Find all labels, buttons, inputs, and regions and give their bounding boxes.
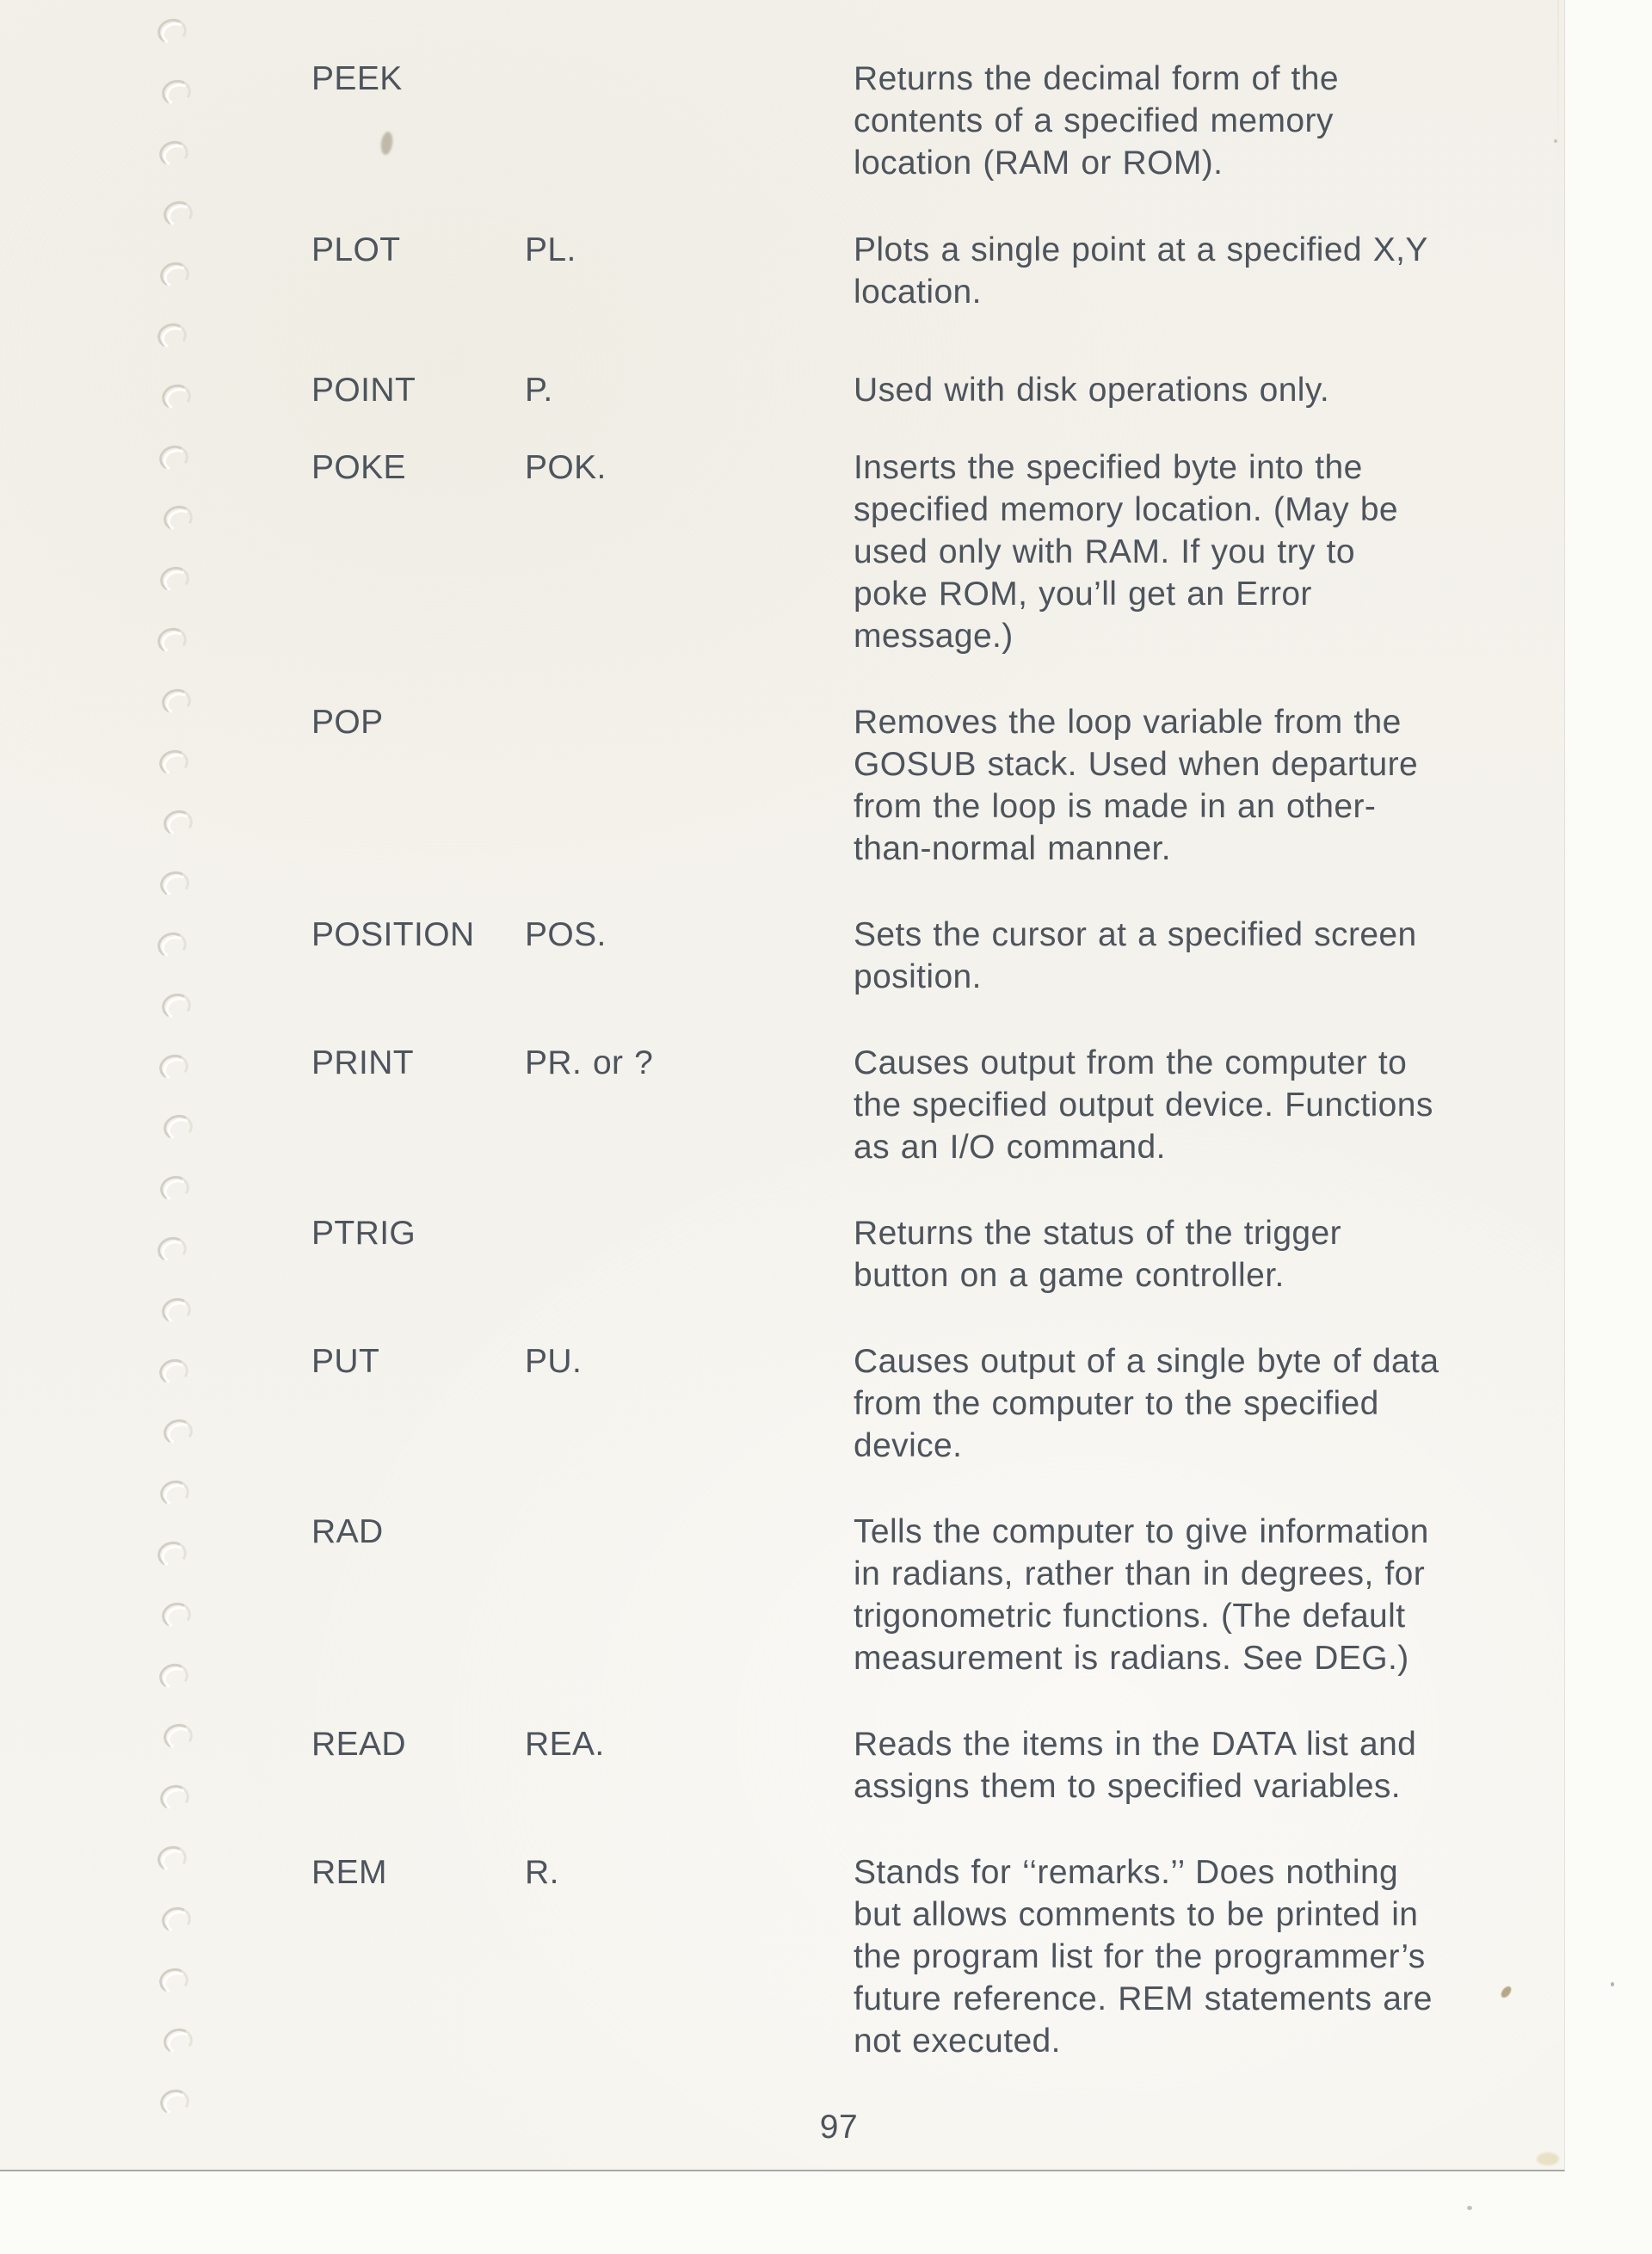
description-line: Returns the decimal form of the [854,60,1339,97]
description-line: Tells the computer to give information [854,1513,1429,1550]
description-line: location (RAM or ROM). [854,145,1224,182]
description-line: Returns the status of the trigger [854,1215,1341,1252]
description-line: assigns them to specified variables. [854,1768,1402,1805]
description-line: Causes output from the computer to [854,1044,1408,1081]
binding-hole-arc [161,2025,195,2056]
command-name: PTRIG [311,1215,416,1252]
description-line: the specified output device. Functions [854,1087,1433,1124]
command-name: REM [311,1854,387,1891]
binding-hole-arc [155,320,189,351]
description-line: not executed. [854,2023,1061,2060]
description-line: Causes output of a single byte of data [854,1343,1439,1380]
command-abbreviation: POS. [525,916,607,953]
binding-hole-arc [157,868,192,899]
description-line: location. [854,274,982,311]
binding-hole-arc [155,15,189,46]
binding-hole-arc [159,1599,194,1630]
binding-hole-arc [157,442,191,473]
command-description [854,1723,1416,1808]
page-corner-highlight [1537,2152,1559,2165]
binding-hole-arc [159,77,194,108]
description-line: Inserts the specified byte into the [854,449,1363,486]
description-line: GOSUB stack. Used when departure [854,746,1419,783]
command-description [854,1042,1433,1168]
binding-hole-arc [159,990,194,1021]
command-description [854,701,1418,870]
description-line: Plots a single point at a specified X,Y [854,231,1428,268]
command-description [854,1511,1429,1679]
binding-hole-arc [157,1660,191,1691]
binding-hole-arc [159,1295,194,1326]
binding-hole-arc [161,1112,195,1142]
command-abbreviation: R. [525,1854,559,1891]
paper-speck [1554,139,1557,143]
paper-speck [1499,1985,1513,1999]
binding-hole-arc [155,625,189,656]
description-line: poke ROM, you’ll get an Error [854,576,1312,613]
binding-hole-arc [157,1477,192,1508]
command-name: POP [311,704,384,741]
binding-hole-arc [161,502,195,533]
binding-hole-arc [155,1538,189,1569]
command-abbreviation: PU. [525,1343,583,1380]
description-line: contents of a specified memory [854,102,1334,139]
binding-hole-arc [157,1356,191,1387]
description-line: Sets the cursor at a specified screen [854,916,1417,953]
command-name: RAD [311,1513,384,1550]
description-line: used only with RAM. If you try to [854,533,1355,570]
command-name: PRINT [311,1044,414,1081]
binding-hole-arc [159,1904,194,1935]
command-abbreviation: PL. [525,231,576,268]
paper-speck [1611,1982,1614,1986]
command-description [854,914,1417,998]
binding-hole-arc [157,2086,192,2117]
command-description [854,229,1428,313]
command-name: POSITION [311,916,475,953]
command-description [854,58,1339,184]
command-abbreviation: PR. or ? [525,1044,654,1081]
binding-hole-arc [155,1843,189,1874]
binding-hole-arc [157,564,192,594]
binding-hole-arc [155,929,189,960]
binding-hole-arc [161,807,195,838]
description-line: message.) [854,618,1014,655]
binding-hole-arc [159,686,194,717]
description-line: device. [854,1427,963,1464]
command-name: PUT [311,1343,380,1380]
description-line: trigonometric functions. (The default [854,1598,1406,1635]
binding-hole-arc [161,1721,195,1752]
command-name: READ [311,1726,406,1763]
command-name: POINT [311,372,416,409]
command-name: POKE [311,449,406,486]
description-line: Removes the loop variable from the [854,704,1402,741]
description-line: in radians, rather than in degrees, for [854,1555,1426,1592]
command-abbreviation: REA. [525,1726,605,1763]
description-line: as an I/O command. [854,1129,1166,1166]
binding-hole-arc [157,747,191,778]
paper-smudge [379,131,394,156]
description-line: Stands for ‘‘remarks.’’ Does nothing [854,1854,1399,1891]
binding-hole-arc [159,381,194,412]
command-abbreviation: P. [525,372,553,409]
command-description [854,1851,1433,2062]
binding-hole-arc [157,1051,191,1082]
command-description [854,446,1398,657]
description-line: Reads the items in the DATA list and [854,1726,1417,1763]
command-description [854,369,1329,411]
description-line: button on a game controller. [854,1257,1285,1294]
binding-hole-arc [161,198,195,229]
binding-hole-arc [157,1173,192,1204]
binding-hole-arc [157,138,191,169]
description-line: the program list for the programmer’s [854,1938,1426,1975]
description-line: measurement is radians. See DEG.) [854,1640,1409,1677]
command-description [854,1340,1439,1467]
binding-hole-arc [157,1782,192,1813]
description-line: Used with disk operations only. [854,372,1330,409]
command-description [854,1212,1341,1296]
description-line: from the loop is made in an other- [854,788,1377,825]
description-line: position. [854,958,982,995]
command-name: PEEK [311,60,403,97]
binding-hole-arc [157,1965,191,1996]
command-name: PLOT [311,231,401,268]
description-line: specified memory location. (May be [854,491,1399,528]
description-line: but allows comments to be printed in [854,1896,1419,1933]
description-line: future reference. REM statements are [854,1980,1433,2017]
page-right-edge [1557,0,1559,181]
paper-speck [1467,2206,1472,2210]
binding-hole-arc [155,1234,189,1265]
binding-hole-arc [157,259,192,290]
page-number: 97 [819,2109,859,2146]
binding-hole-arc [161,1416,195,1447]
command-abbreviation: POK. [525,449,607,486]
description-line: from the computer to the specified [854,1385,1379,1422]
description-line: than-normal manner. [854,830,1171,867]
